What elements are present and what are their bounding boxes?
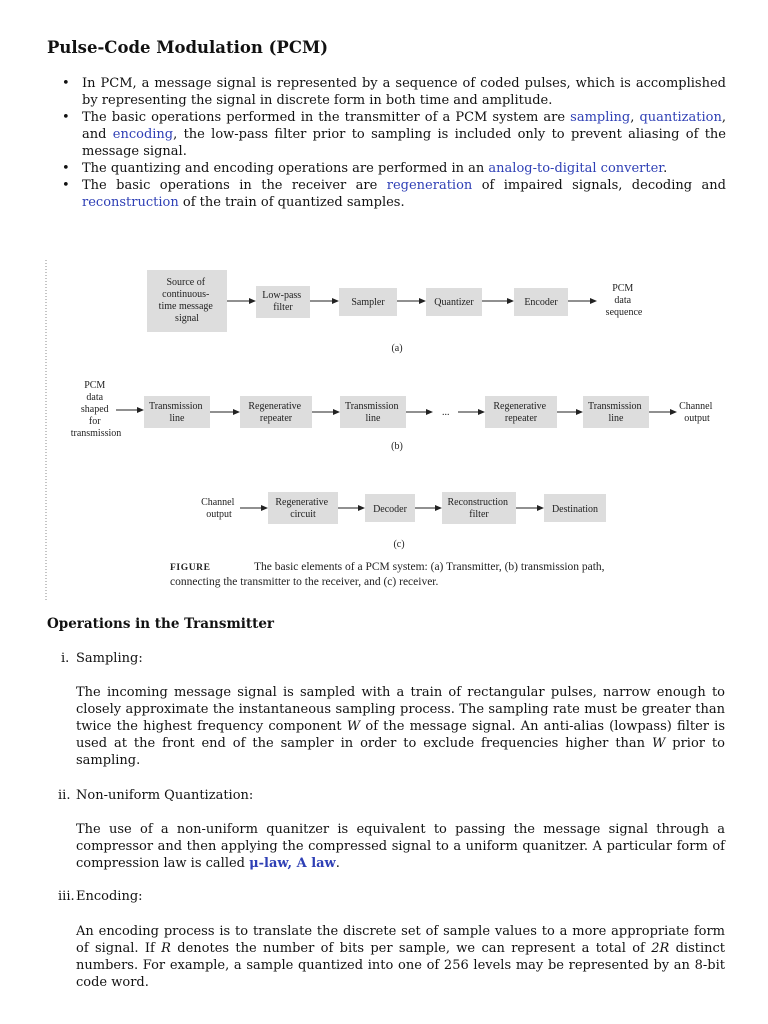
keyword-sampling: sampling — [570, 110, 631, 125]
svg-text:Regenerative repeater: Regenerative repeater — [493, 401, 547, 424]
pcm-block-diagram — [44, 260, 724, 600]
figure-caption — [170, 561, 605, 588]
lowpass-filter-label: Low-pass filter — [262, 290, 302, 313]
figure-label-b: (b) — [391, 441, 403, 452]
quantizer-label: Quantizer — [434, 297, 474, 308]
encoding-paragraph: An encoding process is to translate the discrete set of sample values to a more appropriate form of signal. If R denotes the number of bits per sample, we can represent a total of 2R distinct numbers. For example, a sample quantized into one of 256 levels may be represented by an 8-bit code word. — [76, 924, 726, 990]
bullet-item: • The basic operations in the receiver are regeneration of impaired signals, decoding and reconstruction of the train of quantized samples. — [58, 177, 726, 211]
channel-input-label: Channel output — [201, 497, 235, 520]
page-title: Pulse-Code Modulation (PCM) — [47, 38, 329, 57]
sampler-label: Sampler — [351, 297, 385, 308]
transmitter-row — [147, 270, 643, 354]
bullet-item: • The basic operations performed in the transmitter of a PCM system are sampling, quantization, and encoding, the low-pass filter prior to sampling is included only to prevent aliasing of the message signal. — [58, 109, 726, 160]
channel-output-label: Channel output — [679, 401, 713, 424]
svg-text:Transmission line: Transmission line — [148, 401, 203, 424]
svg-text:Transmission line: Transmission line — [587, 401, 642, 424]
ellipsis-dots: ... — [442, 407, 450, 418]
decoder-label: Decoder — [373, 504, 407, 515]
figure-label-c: (c) — [393, 539, 405, 550]
bullet-item: • The quantizing and encoding operations are performed in an analog-to-digital converter. — [58, 160, 726, 177]
destination-label: Destination — [551, 504, 599, 515]
keyword-reconstruction: reconstruction — [82, 195, 179, 210]
svg-text:FIGURE: FIGURE — [170, 563, 211, 573]
svg-text:The basic elements of a PCM sy: The basic elements of a PCM system: (a) Transmitter, (b) transmission path, — [254, 561, 605, 573]
source-block-label: Source of continuous- time message signal — [158, 277, 213, 324]
list-number: i. — [61, 651, 70, 666]
quantization-paragraph: The use of a non-uniform quanitzer is equivalent to passing the message signal through a compressor and then applying the compressed signal to a uniform quanitzer. A particular form of compression law is called μ-law, A law. — [76, 822, 725, 871]
intro-bullet-list — [58, 75, 726, 211]
bullet-item: • In PCM, a message signal is represented by a sequence of coded pulses, which is accomplished by representing the signal in discrete form in both time and amplitude. — [58, 75, 726, 109]
item-label-encoding: Encoding: — [76, 889, 143, 904]
figure-label-a: (a) — [391, 343, 403, 354]
keyword-encoding: encoding — [112, 127, 174, 142]
list-number: ii. — [58, 788, 71, 803]
keyword-regeneration: regeneration — [386, 178, 473, 193]
transmission-path-row — [71, 380, 715, 452]
sampling-paragraph: The incoming message signal is sampled with a train of rectangular pulses, narrow enough to closely approximate the instantaneous sampling process. The sampling rate must be greater than twice the highest frequency component W of the message signal. An anti-alias (lowpass) filter is used at the front end of the sampler in order to exclude frequencies higher than W prior to sampling. — [76, 685, 725, 768]
item-label-quantization: Non-uniform Quantization: — [76, 788, 254, 803]
svg-text:Regenerative repeater: Regenerative repeater — [248, 401, 302, 424]
keyword-quantization: quantization — [639, 110, 722, 125]
item-label-sampling: Sampling: — [76, 651, 143, 666]
svg-text:Regenerative circuit: Regenerative circuit — [275, 497, 329, 520]
pcm-output-label: PCM data sequence — [605, 283, 643, 318]
svg-text:Reconstruction filter: Reconstruction filter — [447, 497, 509, 520]
list-number: iii. — [58, 889, 75, 904]
compression-law-term: μ-law, A law — [249, 856, 336, 871]
receiver-row — [201, 492, 606, 550]
section-heading: Operations in the Transmitter — [47, 616, 275, 632]
svg-text:Transmission line: Transmission line — [344, 401, 399, 424]
keyword-adc: analog-to-digital converter — [488, 161, 664, 176]
encoder-label: Encoder — [524, 297, 558, 308]
pcm-shaped-input-label: PCM data shaped for transmission — [70, 380, 122, 439]
svg-text:connecting the transmitter to: connecting the transmitter to the receiver, and (c) receiver. — [170, 576, 439, 588]
